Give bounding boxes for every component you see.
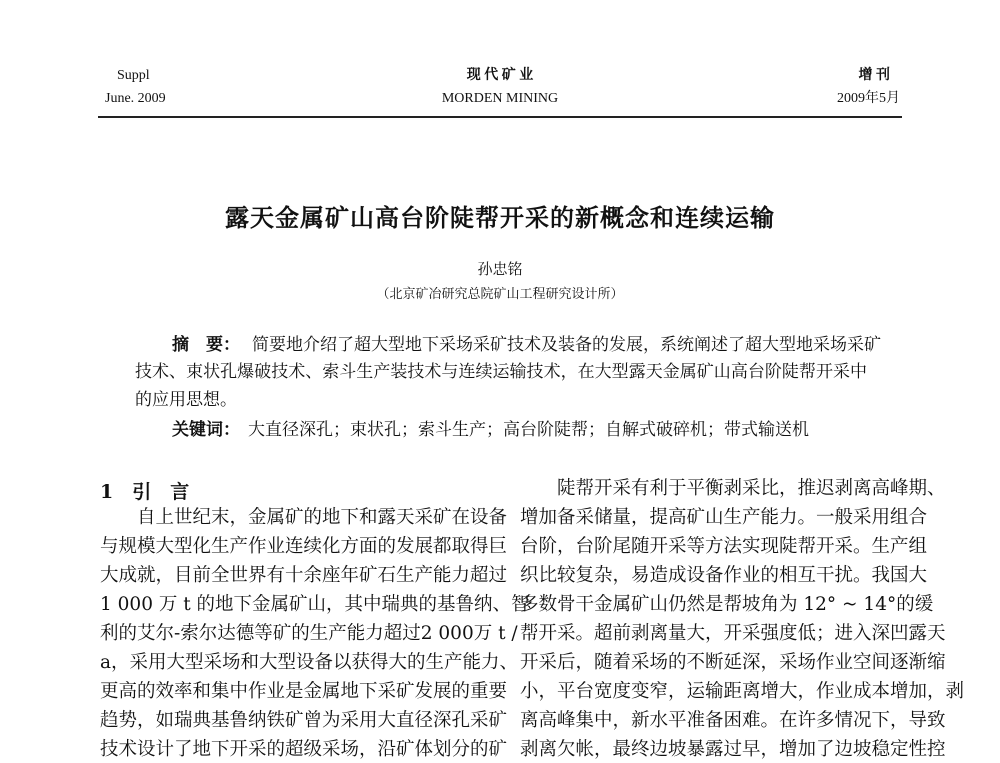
left-column-line: 大成就，目前全世界有十余座年矿石生产能力超过 [100, 565, 508, 586]
right-column-line: 小，平台宽度变窄，运输距离增大，作业成本增加，剥 [520, 681, 965, 702]
author: 孙忠铭 [477, 260, 523, 278]
right-column-line: 多数骨干金属矿山仍然是帮坡角为 12° ~ 14°的缓 [520, 594, 934, 615]
right-column-line: 增加备采储量，提高矿山生产能力。一般采用组合 [520, 507, 928, 528]
left-column-line: a，采用大型采场和大型设备以获得大的生产能力、 [100, 652, 519, 673]
left-column-line: 与规模大型化生产作业连续化方面的发展都取得巨 [100, 536, 508, 557]
right-column-line: 织比较复杂，易造成设备作业的相互干扰。我国大 [520, 565, 928, 586]
article-title: 露天金属矿山高台阶陡帮开采的新概念和连续运输 [225, 203, 775, 232]
keywords: 大直径深孔；束状孔；索斗生产；高台阶陡帮；自解式破碎机；带式输送机 [248, 420, 809, 440]
left-column-line: 利的艾尔-索尔达德等矿的生产能力超过2 000万 t / [100, 623, 518, 644]
journal-supplement-cn: 增 刊 [858, 68, 890, 83]
right-column-line: 帮开采。超前剥离量大，开采强度低；进入深凹露天 [520, 623, 946, 644]
abstract-line: 的应用思想。 [135, 390, 237, 410]
right-column-line: 剥离欠帐，最终边坡暴露过早，增加了边坡稳定性控 [520, 739, 946, 760]
right-column-line: 离高峰集中，新水平准备困难。在许多情况下，导致 [520, 710, 946, 731]
header-rule [98, 116, 902, 118]
abstract-line: 简要地介绍了超大型地下采场采矿技术及装备的发展，系统阐述了超大型地采场采矿 [252, 335, 881, 355]
right-column-line: 台阶，台阶尾随开采等方法实现陡帮开采。生产组 [520, 536, 928, 557]
abstract-label: 摘 要： [172, 335, 240, 355]
journal-date-en: June. 2009 [105, 91, 166, 106]
left-column-line: 趋势，如瑞典基鲁纳铁矿曾为采用大直径深孔采矿 [100, 710, 508, 731]
journal-name-cn: 现 代 矿 业 [466, 68, 534, 83]
right-column-line: 开采后，随着采场的不断延深，采场作业空间逐渐缩 [520, 652, 946, 673]
keywords-label: 关键词： [172, 420, 240, 440]
abstract-line: 技术、束状孔爆破技术、索斗生产装技术与连续运输技术，在大型露天金属矿山高台阶陡帮开采中 [135, 362, 867, 382]
left-column-line: 1 000 万 t 的地下金属矿山，其中瑞典的基鲁纳、智 [100, 594, 530, 615]
section-heading: 1 引 言 [100, 481, 190, 503]
left-column-line: 更高的效率和集中作业是金属地下采矿发展的重要 [100, 681, 508, 702]
journal-date-cn: 2009年5月 [837, 91, 900, 106]
left-column-line: 技术设计了地下开采的超级采场，沿矿体划分的矿 [100, 739, 508, 760]
journal-series-label: Suppl [117, 68, 150, 83]
affiliation: （北京矿冶研究总院矿山工程研究设计所） [376, 287, 624, 302]
right-column-line: 陡帮开采有利于平衡剥采比，推迟剥离高峰期、 [520, 478, 946, 499]
left-column-line: 自上世纪末，金属矿的地下和露天采矿在设备 [100, 507, 508, 528]
journal-name-en: MORDEN MINING [441, 91, 559, 106]
